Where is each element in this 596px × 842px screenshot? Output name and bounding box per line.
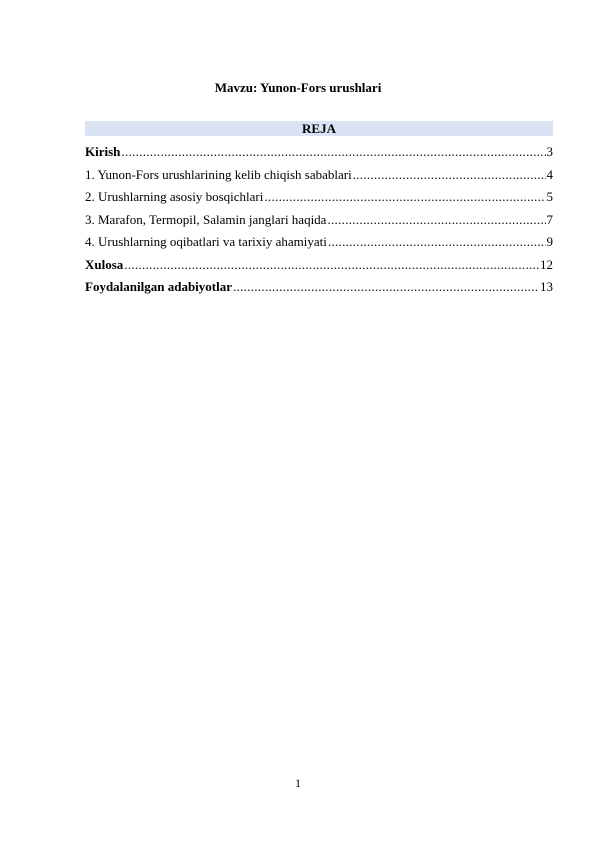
toc-leader-dots	[264, 189, 545, 205]
toc-entry-intro[interactable]	[85, 144, 553, 167]
plan-heading: REJA	[85, 121, 553, 136]
toc-leader-dots	[121, 144, 545, 160]
toc-entry-conclusion[interactable]	[85, 257, 553, 280]
toc-entry-references[interactable]	[85, 279, 553, 302]
toc-entry-page: 13	[540, 279, 553, 294]
toc-entry-page: 4	[546, 166, 553, 182]
toc-entry-label: Kirish	[85, 144, 121, 159]
toc-entry-label: 3. Marafon, Termopil, Salamin janglari haqida	[85, 211, 327, 227]
page-number: 1	[295, 776, 301, 790]
toc-leader-dots	[124, 257, 539, 273]
toc-entry-label: Xulosa	[85, 256, 124, 272]
toc-entry-3[interactable]	[85, 212, 553, 235]
toc-entry-1[interactable]	[85, 167, 553, 190]
table-of-contents	[85, 144, 553, 302]
toc-entry-page: 5	[546, 189, 553, 204]
toc-leader-dots	[353, 167, 546, 183]
toc-leader-dots	[328, 234, 546, 250]
toc-entry-page: 9	[546, 234, 553, 249]
toc-entry-label: 4. Urushlarning oqibatlari va tarixiy ahamiyati	[85, 234, 327, 249]
toc-entry-label: 1. Yunon-Fors urushlarining kelib chiqish sabablari	[85, 166, 352, 182]
toc-entry-label: Foydalanilgan adabiyotlar	[85, 279, 232, 294]
toc-leader-dots	[327, 212, 545, 228]
document-title: Mavzu: Yunon-Fors urushlari	[214, 80, 382, 95]
toc-entry-page: 12	[540, 256, 553, 272]
toc-entry-page: 3	[546, 144, 553, 159]
toc-entry-4[interactable]	[85, 234, 553, 257]
toc-leader-dots	[233, 279, 539, 295]
toc-entry-label: 2. Urushlarning asosiy bosqichlari	[85, 189, 264, 204]
toc-entry-page: 7	[546, 211, 553, 227]
toc-entry-2[interactable]	[85, 189, 553, 212]
